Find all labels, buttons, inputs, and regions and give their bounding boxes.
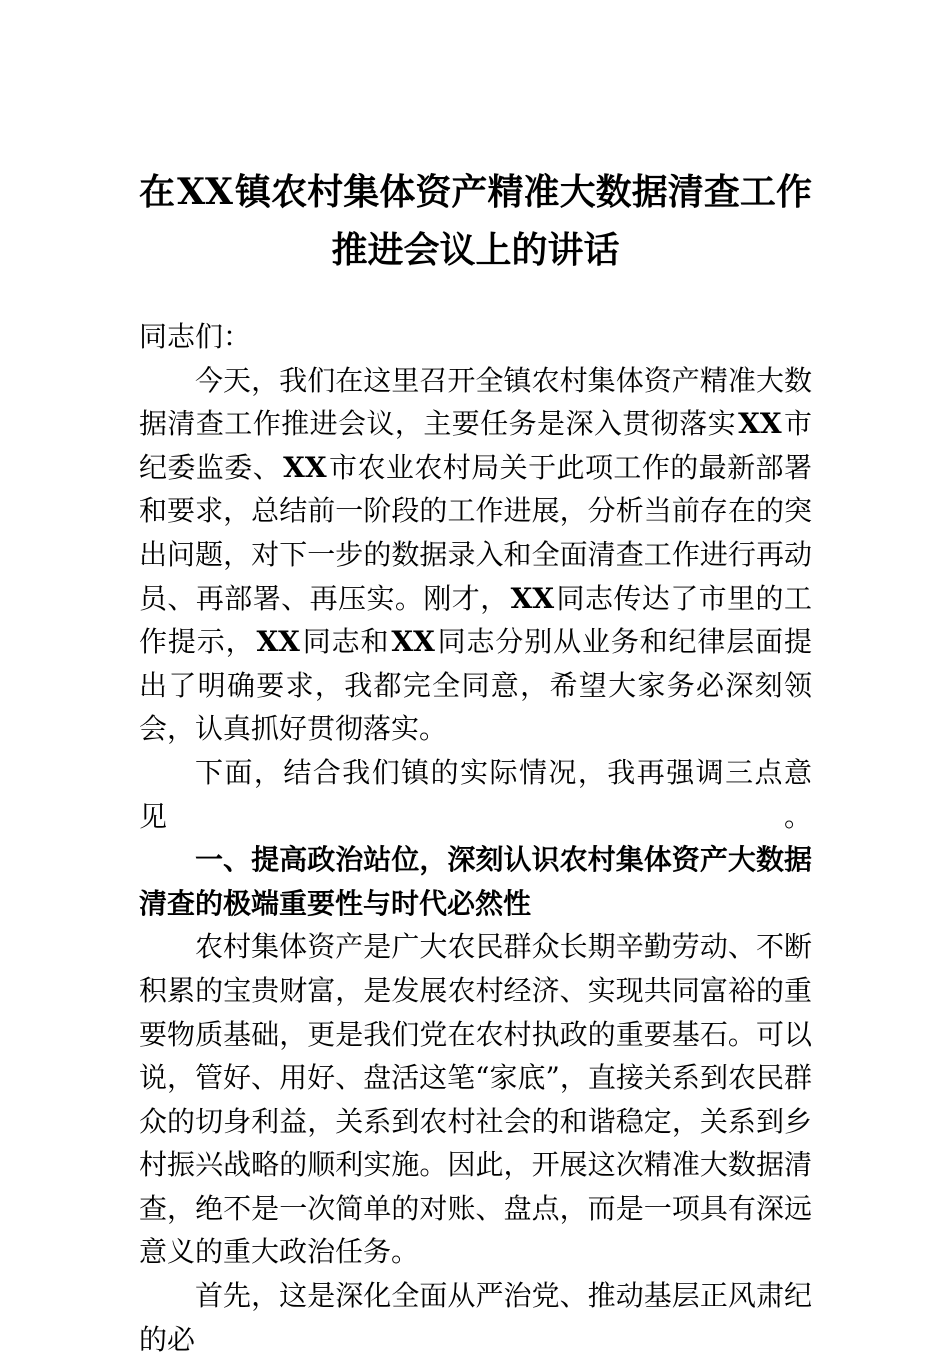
salutation: 同志们： <box>139 320 252 353</box>
latin-run: XX <box>177 171 233 213</box>
document-body <box>139 315 812 1361</box>
paragraph-assets-definition: 农村集体资产是广大农民群众长期辛勤劳动、不断积累的宝贵财富，是发展农村经济、实现共同富裕的重要物质基础，更是我们党在农村执政的重要基石。可以说，管好、用好、盘活这笔“家底”，直接关系到农民群众的切身利益，关系到农村社会的和谐稳定，关系到乡村振兴战略的顺利实施。因此，开展这次精准大数据清查，绝不是一次简单的对账、盘点，而是一项具有深远意义的重大政治任务。 <box>139 930 812 1269</box>
document-title-line-1: 在XX镇农村集体资产精准大数据清查工作 <box>139 171 812 213</box>
latin-run: XX <box>283 450 327 484</box>
latin-run: XX <box>256 625 300 659</box>
latin-run: XX <box>738 407 782 441</box>
latin-run: XX <box>391 625 435 659</box>
paragraph-transition: 下面，结合我们镇的实际情况，我再强调三点意见。 <box>139 755 812 833</box>
paragraph-opening: 今天，我们在这里召开全镇农村集体资产精准大数据清查工作推进会议，主要任务是深入贯彻落实XX市纪委监委、XX市农业农村局关于此项工作的最新部署和要求，总结前一阶段的工作进展，分析当前存在的突出问题，对下一步的数据录入和全面清查工作进行再动员、再部署、再压实。刚才，XX同志传达了市里的工作提示，XX同志和XX同志分别从业务和纪律层面提出了明确要求，我都完全同意，希望大家务必深刻领会，认真抓好贯彻落实。 <box>139 363 812 746</box>
paragraph-first-reason: 首先，这是深化全面从严治党、推动基层正风肃纪的必 <box>139 1279 812 1356</box>
document-content-column <box>139 0 812 1361</box>
section-heading-one: 一、提高政治站位，深刻认识农村集体资产大数据清查的极端重要性与时代必然性 <box>139 843 812 920</box>
latin-run: XX <box>510 581 555 615</box>
document-title <box>139 0 812 279</box>
document-title-line-2: 推进会议上的讲话 <box>331 229 620 271</box>
